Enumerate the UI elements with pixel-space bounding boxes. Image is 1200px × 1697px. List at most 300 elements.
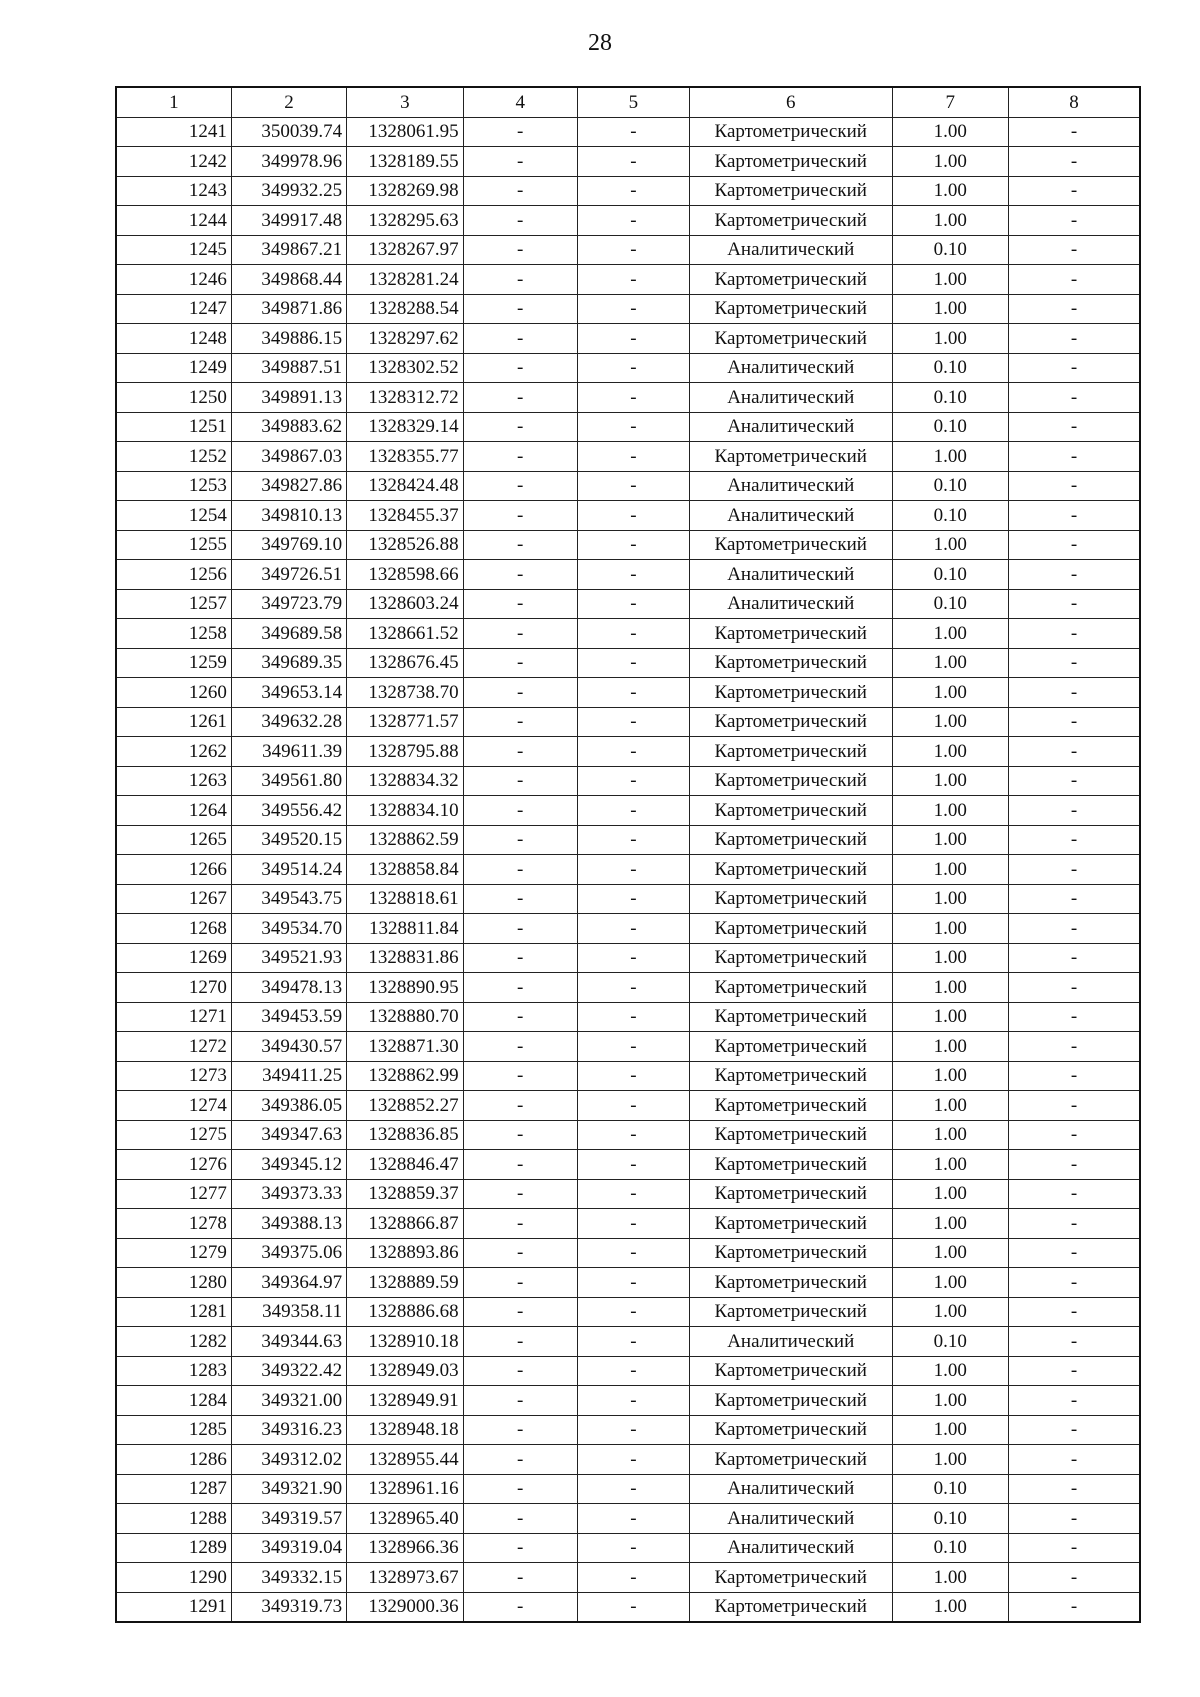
table-cell: - [1008,855,1140,885]
table-cell: Картометрический [689,648,892,678]
table-cell: 1.00 [892,442,1008,472]
table-cell: - [463,1032,577,1062]
table-row [116,1179,1140,1209]
table-cell: - [1008,1504,1140,1534]
table-cell: Картометрический [689,619,892,649]
table-cell: 1.00 [892,973,1008,1003]
table-cell: - [463,1150,577,1180]
table-cell: - [577,1150,689,1180]
table-cell: 349358.11 [231,1297,346,1327]
table-cell: 1328295.63 [347,206,463,236]
table-cell: 349321.90 [231,1474,346,1504]
table-cell: 1328676.45 [347,648,463,678]
table-cell: 1.00 [892,1179,1008,1209]
table-cell: 1277 [116,1179,231,1209]
table-cell: 1328880.70 [347,1002,463,1032]
table-cell: 349868.44 [231,265,346,295]
table-row [116,324,1140,354]
table-row [116,383,1140,413]
table-cell: 0.10 [892,560,1008,590]
table-cell: Аналитический [689,383,892,413]
table-cell: 1329000.36 [347,1592,463,1622]
table-cell: Картометрический [689,1032,892,1062]
table-row [116,1150,1140,1180]
table-cell: - [577,1032,689,1062]
table-cell: - [1008,1474,1140,1504]
table-cell: 1271 [116,1002,231,1032]
table-row [116,766,1140,796]
table-cell: 1.00 [892,1592,1008,1622]
table-cell: - [577,1268,689,1298]
table-cell: - [1008,914,1140,944]
table-cell: 1328871.30 [347,1032,463,1062]
table-cell: - [577,766,689,796]
table-cell: - [577,147,689,177]
table-cell: 1.00 [892,766,1008,796]
table-cell: 1.00 [892,1563,1008,1593]
table-cell: Картометрический [689,176,892,206]
column-header: 7 [892,87,1008,117]
table-row [116,1445,1140,1475]
table-cell: 0.10 [892,1504,1008,1534]
table-cell: - [577,648,689,678]
table-cell: 1289 [116,1533,231,1563]
table-row [116,1474,1140,1504]
table-row [116,855,1140,885]
table-cell: 1265 [116,825,231,855]
table-cell: - [577,1327,689,1357]
table-cell: 1.00 [892,294,1008,324]
table-cell: - [577,235,689,265]
table-cell: - [577,1415,689,1445]
table-cell: - [463,1238,577,1268]
table-cell: - [463,1297,577,1327]
table-cell: Картометрический [689,1238,892,1268]
table-cell: 1.00 [892,206,1008,236]
table-cell: 1328267.97 [347,235,463,265]
table-cell: 1270 [116,973,231,1003]
table-row [116,1533,1140,1563]
table-cell: 1259 [116,648,231,678]
table-cell: 349886.15 [231,324,346,354]
table-cell: - [463,796,577,826]
table-cell: 349321.00 [231,1386,346,1416]
table-row [116,1415,1140,1445]
table-cell: - [1008,1238,1140,1268]
table-cell: 1.00 [892,117,1008,147]
table-cell: 0.10 [892,383,1008,413]
table-row [116,1563,1140,1593]
table-cell: 0.10 [892,1533,1008,1563]
table-cell: 1.00 [892,678,1008,708]
table-cell: 1328302.52 [347,353,463,383]
table-cell: - [577,176,689,206]
table-header-row [116,87,1140,117]
table-cell: - [463,1120,577,1150]
table-cell: - [1008,973,1140,1003]
table-cell: - [577,1209,689,1239]
table-cell: - [1008,825,1140,855]
table-cell: - [577,943,689,973]
table-cell: 1328949.91 [347,1386,463,1416]
table-cell: 1.00 [892,324,1008,354]
table-cell: - [463,1268,577,1298]
table-cell: - [1008,383,1140,413]
table-cell: 1267 [116,884,231,914]
table-cell: - [577,206,689,236]
table-cell: - [577,1356,689,1386]
column-header: 3 [347,87,463,117]
table-cell: 349978.96 [231,147,346,177]
table-cell: 1328886.68 [347,1297,463,1327]
table-cell: - [577,1592,689,1622]
table-cell: Картометрический [689,943,892,973]
table-cell: 1285 [116,1415,231,1445]
table-cell: 1328910.18 [347,1327,463,1357]
table-cell: 0.10 [892,412,1008,442]
table-cell: 0.10 [892,235,1008,265]
table-cell: 1283 [116,1356,231,1386]
table-cell: - [463,353,577,383]
table-cell: 349478.13 [231,973,346,1003]
table-row [116,1504,1140,1534]
table-cell: 349827.86 [231,471,346,501]
table-cell: - [1008,206,1140,236]
table-cell: 349556.42 [231,796,346,826]
table-cell: Картометрический [689,766,892,796]
table-cell: - [463,117,577,147]
table-cell: 1281 [116,1297,231,1327]
table-cell: - [577,353,689,383]
table-cell: Аналитический [689,353,892,383]
table-cell: Картометрический [689,1002,892,1032]
table-row [116,1386,1140,1416]
table-cell: 1328189.55 [347,147,463,177]
table-cell: - [1008,265,1140,295]
table-row [116,1592,1140,1622]
table-cell: Картометрический [689,678,892,708]
table-cell: - [463,383,577,413]
table-cell: - [463,648,577,678]
table-cell: 1249 [116,353,231,383]
table-cell: 1278 [116,1209,231,1239]
table-cell: - [1008,324,1140,354]
table-cell: 1268 [116,914,231,944]
table-cell: 0.10 [892,471,1008,501]
table-cell: 1.00 [892,1120,1008,1150]
table-cell: - [1008,1563,1140,1593]
table-cell: Картометрический [689,265,892,295]
table-cell: Аналитический [689,471,892,501]
table-cell: 1.00 [892,884,1008,914]
table-cell: - [577,884,689,914]
table-cell: - [577,1474,689,1504]
table-cell: 1288 [116,1504,231,1534]
table-row [116,1356,1140,1386]
table-cell: Картометрический [689,825,892,855]
table-row [116,1002,1140,1032]
table-cell: 1328859.37 [347,1179,463,1209]
table-cell: - [577,1238,689,1268]
table-cell: 0.10 [892,501,1008,531]
table-cell: - [577,117,689,147]
table-cell: - [463,1091,577,1121]
table-cell: - [463,884,577,914]
table-cell: 1328965.40 [347,1504,463,1534]
table-cell: - [577,1563,689,1593]
table-row [116,589,1140,619]
table-cell: Картометрический [689,1120,892,1150]
table-cell: 349316.23 [231,1415,346,1445]
column-header: 8 [1008,87,1140,117]
table-cell: 1328834.32 [347,766,463,796]
table-cell: - [577,442,689,472]
table-cell: - [577,1445,689,1475]
table-cell: 1.00 [892,1445,1008,1475]
table-cell: 1328297.62 [347,324,463,354]
table-cell: - [577,825,689,855]
table-cell: Картометрический [689,117,892,147]
table-cell: 1280 [116,1268,231,1298]
table-cell: - [463,1445,577,1475]
table-cell: Аналитический [689,560,892,590]
table-cell: - [1008,1445,1140,1475]
table-cell: - [1008,471,1140,501]
table-cell: - [1008,707,1140,737]
table-cell: - [1008,1297,1140,1327]
table-cell: - [1008,530,1140,560]
table-cell: - [463,501,577,531]
table-cell: Картометрический [689,796,892,826]
table-cell: 0.10 [892,589,1008,619]
table-cell: 1248 [116,324,231,354]
table-cell: 349364.97 [231,1268,346,1298]
table-row [116,1297,1140,1327]
table-cell: - [463,442,577,472]
table-cell: 1328948.18 [347,1415,463,1445]
table-cell: - [463,1592,577,1622]
table-cell: 1328966.36 [347,1533,463,1563]
table-cell: - [463,147,577,177]
table-cell: - [463,294,577,324]
table-cell: 0.10 [892,1327,1008,1357]
table-cell: 1328526.88 [347,530,463,560]
table-cell: Аналитический [689,235,892,265]
table-cell: - [1008,412,1140,442]
table-cell: - [1008,1533,1140,1563]
table-cell: - [463,707,577,737]
table-cell: - [1008,1327,1140,1357]
table-row [116,353,1140,383]
table-cell: 1328795.88 [347,737,463,767]
table-cell: 1.00 [892,1091,1008,1121]
table-cell: - [577,1386,689,1416]
table-cell: - [1008,1209,1140,1239]
table-cell: - [463,1415,577,1445]
table-cell: - [577,560,689,590]
table-cell: 1287 [116,1474,231,1504]
table-cell: - [577,737,689,767]
table-cell: 1328889.59 [347,1268,463,1298]
table-cell: 1328661.52 [347,619,463,649]
table-cell: 1.00 [892,1297,1008,1327]
table-cell: 1328603.24 [347,589,463,619]
table-row [116,560,1140,590]
table-cell: - [463,176,577,206]
table-cell: - [1008,442,1140,472]
table-cell: Аналитический [689,1504,892,1534]
table-cell: 1.00 [892,825,1008,855]
table-cell: 349867.03 [231,442,346,472]
table-cell: - [463,678,577,708]
table-cell: 1328852.27 [347,1091,463,1121]
table-cell: - [463,560,577,590]
table-cell: - [1008,619,1140,649]
table-cell: Аналитический [689,501,892,531]
table-cell: 349653.14 [231,678,346,708]
table-cell: Картометрический [689,1209,892,1239]
column-header: 5 [577,87,689,117]
table-cell: 1328288.54 [347,294,463,324]
table-cell: 1328455.37 [347,501,463,531]
table-row [116,884,1140,914]
table-cell: Картометрический [689,442,892,472]
table-cell: - [463,914,577,944]
table-cell: 1274 [116,1091,231,1121]
table-cell: Картометрический [689,914,892,944]
table-cell: 1275 [116,1120,231,1150]
table-cell: - [577,383,689,413]
table-cell: 1.00 [892,737,1008,767]
table-row [116,825,1140,855]
table-cell: 1.00 [892,147,1008,177]
table-cell: 349543.75 [231,884,346,914]
table-cell: 1328329.14 [347,412,463,442]
table-cell: - [1008,1415,1140,1445]
table-cell: 1.00 [892,1061,1008,1091]
table-cell: 1252 [116,442,231,472]
table-cell: - [463,619,577,649]
table-cell: 349632.28 [231,707,346,737]
table-cell: 1.00 [892,1386,1008,1416]
table-cell: 1253 [116,471,231,501]
table-cell: - [577,707,689,737]
table-cell: - [1008,1150,1140,1180]
table-row [116,1268,1140,1298]
table-cell: Аналитический [689,1327,892,1357]
table-cell: 349534.70 [231,914,346,944]
table-cell: 1255 [116,530,231,560]
table-cell: 1264 [116,796,231,826]
table-cell: - [463,206,577,236]
table-cell: 1.00 [892,1150,1008,1180]
table-cell: - [1008,1386,1140,1416]
table-cell: 349726.51 [231,560,346,590]
table-cell: Картометрический [689,1091,892,1121]
table-row [116,471,1140,501]
table-cell: - [1008,235,1140,265]
table-cell: Картометрический [689,855,892,885]
table-cell: - [1008,147,1140,177]
table-cell: 1.00 [892,943,1008,973]
table-cell: - [577,678,689,708]
table-cell: Картометрический [689,884,892,914]
table-cell: - [1008,501,1140,531]
table-cell: - [1008,589,1140,619]
table-cell: - [577,294,689,324]
table-cell: Картометрический [689,1445,892,1475]
table-cell: 1284 [116,1386,231,1416]
table-cell: - [1008,176,1140,206]
table-cell: - [577,796,689,826]
table-cell: - [1008,678,1140,708]
table-cell: - [1008,1356,1140,1386]
table-cell: - [577,589,689,619]
table-cell: 349887.51 [231,353,346,383]
table-cell: 1257 [116,589,231,619]
table-cell: 349514.24 [231,855,346,885]
table-row [116,1209,1140,1239]
table-cell: Картометрический [689,1297,892,1327]
table-cell: - [577,324,689,354]
table-cell: - [1008,1091,1140,1121]
table-row [116,235,1140,265]
table-cell: - [1008,294,1140,324]
table-row [116,530,1140,560]
table-cell: 1279 [116,1238,231,1268]
table-cell: 1328598.66 [347,560,463,590]
table-cell: Картометрический [689,973,892,1003]
table-row [116,1091,1140,1121]
table-cell: 1.00 [892,1356,1008,1386]
table-row [116,707,1140,737]
table-cell: 349411.25 [231,1061,346,1091]
table-row [116,117,1140,147]
table-cell: 1243 [116,176,231,206]
table-cell: - [1008,1179,1140,1209]
table-cell: 349810.13 [231,501,346,531]
table-cell: - [1008,1032,1140,1062]
table-body [116,117,1140,1622]
table-cell: 1.00 [892,1209,1008,1239]
table-cell: 1.00 [892,914,1008,944]
table-cell: Картометрический [689,1386,892,1416]
table-cell: 1258 [116,619,231,649]
table-cell: Картометрический [689,147,892,177]
table-cell: - [463,589,577,619]
table-cell: 1328836.85 [347,1120,463,1150]
table-cell: Аналитический [689,1474,892,1504]
table-cell: 1328862.59 [347,825,463,855]
table-cell: 1328738.70 [347,678,463,708]
table-row [116,147,1140,177]
table-cell: 1276 [116,1150,231,1180]
table-cell: 1272 [116,1032,231,1062]
table-cell: - [577,1504,689,1534]
table-cell: 1328973.67 [347,1563,463,1593]
table-cell: Картометрический [689,1563,892,1593]
table-cell: 1328771.57 [347,707,463,737]
table-cell: Картометрический [689,324,892,354]
table-cell: 349891.13 [231,383,346,413]
table-cell: - [463,412,577,442]
table-cell: 349453.59 [231,1002,346,1032]
table-cell: 1328269.98 [347,176,463,206]
table-cell: - [577,412,689,442]
table-row [116,737,1140,767]
table-cell: 1.00 [892,1002,1008,1032]
table-row [116,943,1140,973]
